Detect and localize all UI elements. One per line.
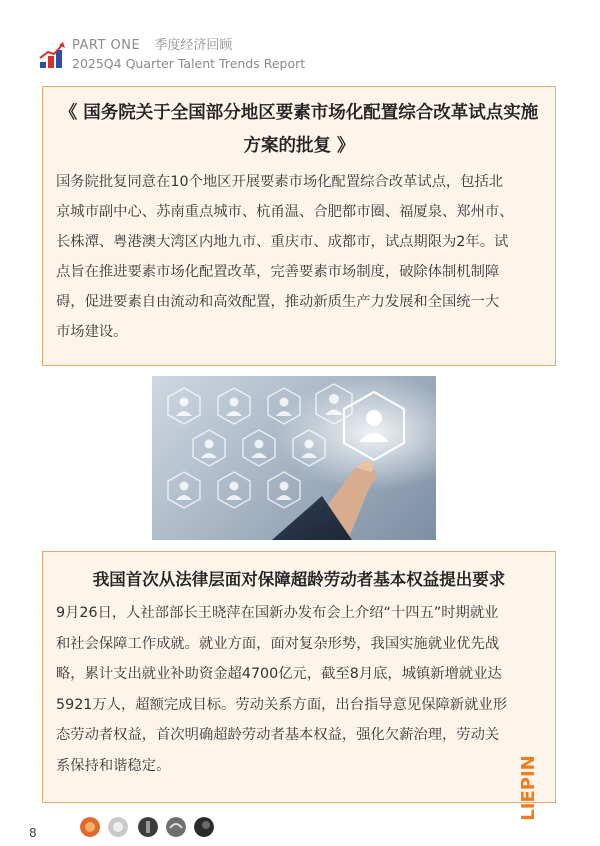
- article1-line: 市场建设。: [56, 324, 128, 340]
- article1-line: 国务院批复同意在10个地区开展要素市场化配置综合改革试点，包括北: [56, 174, 504, 190]
- section-label: 季度经济回顾: [154, 38, 233, 53]
- report-subtitle: 2025Q4 Quarter Talent Trends Report: [72, 56, 306, 71]
- article-box-reform-pilot: [42, 86, 556, 366]
- header-line1: [72, 34, 232, 53]
- article2-line: 5921万人，超额完成目标。劳动关系方面，出台指导意见保障新就业形: [56, 696, 507, 713]
- network-people-photo: [152, 376, 436, 540]
- article1-line: 长株潭、粤港澳大湾区内地九市、重庆市、成都市，试点期限为2年。试: [56, 234, 509, 250]
- part-label: PART ONE: [72, 38, 141, 53]
- article1-line: 点旨在推进要素市场化配置改革，完善要素市场制度，破除体制机制障: [56, 264, 500, 280]
- article1-line: 碍，促进要素自由流动和高效配置，推动新质生产力发展和全国统一大: [56, 294, 500, 310]
- liepin-vertical-wordmark: [518, 736, 540, 840]
- article2-line: 略，累计支出就业补助资金超4700亿元，截至8月底，城镇新增就业达: [56, 666, 502, 682]
- light-gray-circle-icon: [108, 817, 128, 837]
- bar-chart-logo-icon: [38, 40, 66, 70]
- article2-body: [43, 596, 555, 781]
- article1-line: 京城市副中心、苏南重点城市、杭甬温、合肥都市圈、福厦泉、郑州市、: [56, 204, 514, 220]
- red-orange-circle-icon: [80, 817, 100, 837]
- article1-title-line1: 《 国务院关于全国部分地区要素市场化配置综合改革试点实施: [59, 103, 539, 123]
- brand-text: LIEPIN: [518, 755, 539, 821]
- article1-body: [43, 163, 555, 347]
- black-circle-icon: [194, 817, 214, 837]
- article2-title: 我国首次从法律层面对保障超龄劳动者基本权益提出要求: [92, 570, 506, 589]
- liepin-brand-logo: [518, 736, 540, 840]
- report-header: [38, 32, 438, 80]
- article1-title-line2: 方案的批复 》: [243, 136, 355, 156]
- article2-line: 态劳动者权益，首次明确超龄劳动者基本权益，强化欠薪治理，劳动关: [56, 727, 500, 743]
- article2-line: 和社会保障工作成就。就业方面，面对复杂形势，我国实施就业优先战: [56, 635, 500, 652]
- article1-title: [43, 87, 555, 163]
- article-box-elderly-workers: [42, 551, 556, 803]
- article2-line: 系保持和谐稳定。: [56, 757, 171, 774]
- article2-line: 9月26日，人社部部长王晓萍在国新办发布会上介绍“十四五”时期就业: [56, 605, 499, 621]
- dark-circle-icon: [138, 817, 158, 837]
- gray-circle-icon: [166, 817, 186, 837]
- page-number: 8: [29, 826, 37, 840]
- hexagon-people-network-illustration: [152, 376, 436, 540]
